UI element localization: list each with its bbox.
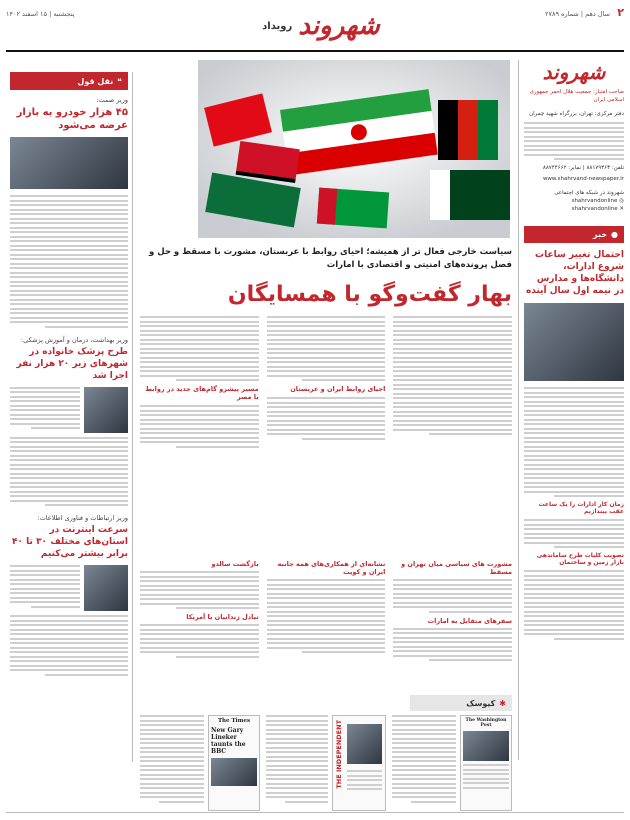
quote2-photo [84, 387, 128, 433]
quote1-source: وزیر صمت: [96, 96, 128, 104]
social-twitter-handle: shahrvandonline [571, 206, 618, 212]
story-kicker: سیاست خارجی فعال تر از همیشه؛ احیای روابط با عربستان، مشورت با مسقط و حل و فصل پرونده‌های امنیتی و اقتصادی با امارات [149, 247, 512, 270]
masthead-logo [236, 6, 406, 46]
kiosk-header [410, 695, 512, 711]
office-info: دفتر مرکزی: تهران، بزرگراه شهید چمران [529, 111, 624, 117]
right-column [524, 60, 624, 760]
publisher-info: صاحب امتیاز: جمعیت هلال احمر جمهوری اسلامی ایران [529, 89, 624, 103]
date-info: پنجشنبه | ۱۵ اسفند ۱۴۰۲ [6, 10, 75, 18]
masthead [6, 6, 624, 56]
globe-illustration [198, 60, 510, 238]
kiosk-paper-3[interactable] [140, 715, 260, 811]
quote1-body [10, 195, 128, 328]
main-story [140, 60, 512, 560]
news-section-title: خبر [593, 230, 608, 239]
news-section-header [524, 226, 624, 243]
kiosk-paper-2-title: THE INDEPENDENT [335, 720, 343, 789]
social-instagram-handle: shahrvandonline [571, 198, 618, 204]
kiosk-paper-1[interactable] [392, 715, 512, 811]
kiosk-paper-1-cover [460, 715, 512, 811]
story-subhead-5: مسیر پیشرو گام‌های جدید در روابط با مصر [145, 385, 259, 401]
social-twitter[interactable] [524, 206, 624, 212]
story-subhead-3: سفرهای متقابل به امارات [427, 616, 513, 625]
column-divider-right [518, 60, 519, 760]
story-subhead-6: نشانه‌ای از همکاری‌های همه جانبه ایران و کویت [277, 560, 386, 576]
masthead-rule [6, 50, 624, 52]
section-label: رویداد [262, 20, 293, 32]
news-photo [524, 303, 624, 381]
kiosk-paper-2[interactable] [266, 715, 386, 811]
quote3-headline: سرعت اینترنت در استان‌های مختلف ۳۰ تا ۴۰ برابر بیشتر می‌کنیم [12, 525, 128, 559]
twitter-icon: ✕ [619, 206, 624, 212]
social-instagram[interactable] [524, 198, 624, 204]
sidebar-logo: شهروند [542, 60, 606, 84]
quotes-section-header [10, 72, 128, 90]
story-subhead-2: مشورت های سیاسی میان تهران و مسقط [401, 560, 513, 576]
news-headline: احتمال تغییر ساعات شروع ادارات، دانشگاه‌ها و مدارس در نیمه اول سال آینده [525, 250, 624, 296]
quote3-photo [84, 565, 128, 611]
news-body [524, 387, 624, 497]
quote3-body [10, 565, 80, 611]
page-bottom-rule [6, 812, 624, 813]
column-divider-left [132, 72, 133, 762]
news-subhead-2: تصویب کلیات طرح ساماندهی بازار زمین و ساختمان [536, 552, 624, 566]
instagram-icon: ◎ [619, 198, 624, 204]
phone-info: تلفن: ۸۸۱۷۹۳۶۳ | نمابر: ۸۸۷۴۴۶۶۲ [542, 165, 624, 171]
quote1-photo [10, 137, 128, 189]
story-body [140, 316, 512, 556]
quote2-body [10, 387, 80, 433]
kiosk-paper-3-cover [208, 715, 260, 811]
social-label: شهروند در شبکه های اجتماعی [554, 190, 624, 196]
website-link[interactable]: www.shahrvand-newspaper.ir [542, 176, 624, 182]
quote3-body-cont [10, 615, 128, 676]
kiosk-paper-2-cover [332, 715, 386, 811]
story-headline: بهار گفت‌وگو با همسایگان [227, 282, 512, 307]
story-subhead-1: احیای روابط ایران و عربستان [290, 385, 386, 393]
kiosk-paper-1-title: The Washington Post [465, 718, 507, 728]
kiosk-title: کیوسک [466, 698, 496, 708]
news-icon: ● [611, 230, 618, 239]
quote-icon: ❝ [117, 76, 122, 86]
kiosk-paper-3-headline: New Gary Lineker taunts the BBC [211, 727, 246, 755]
masthead-info-lines [524, 122, 624, 160]
news-subhead-1: زمان کار ادارات را یک ساعت عقب بیندازیم [538, 501, 624, 515]
issue-info: سال دهم | شماره ۲۷۸۹ [545, 10, 610, 18]
quote2-headline: طرح پزشک خانواده در شهرهای زیر ۲۰ هزار نفر اجرا شد [16, 346, 128, 381]
quote3-source: وزیر ارتباطات و فناوری اطلاعات: [37, 514, 128, 522]
quotes-section-title: نقل قول [77, 76, 114, 86]
page-number: ۲ [617, 6, 624, 19]
story-body-lower [140, 560, 512, 690]
quote1-headline: ۴۵ هزار خودرو به بازار عرضه می‌شود [16, 107, 128, 131]
kiosk-strip [140, 695, 512, 811]
quote2-source: وزیر بهداشت، درمان و آموزش پزشکی: [20, 335, 128, 344]
story-subhead-4: بازگشت سالدو [211, 560, 259, 568]
globe-flags-image [198, 60, 510, 238]
quote2-body-cont [10, 437, 128, 507]
story-subhead-7: تبادل زندانیان با آمریکا [186, 613, 259, 621]
masthead-logo-text: شهروند [298, 11, 380, 41]
quotes-column [10, 72, 128, 692]
kiosk-icon: ✱ [499, 698, 506, 708]
kiosk-paper-3-title: The Times [217, 718, 251, 724]
